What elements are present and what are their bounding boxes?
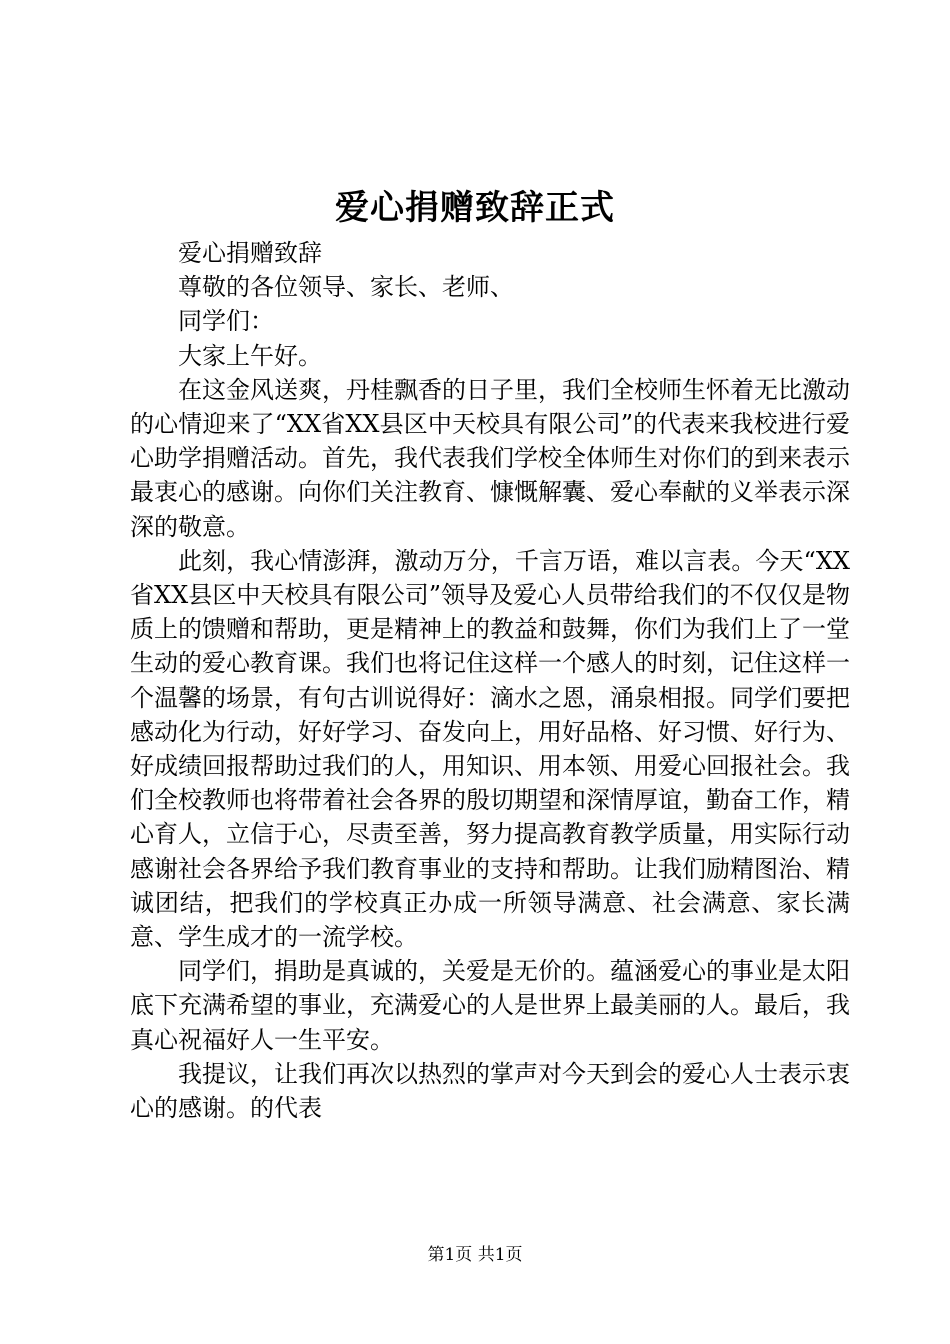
paragraph-body: 同学们，捐助是真诚的，关爱是无价的。蕴涵爱心的事业是太阳底下充满希望的事业，充满爱心的人是世界上最美丽的人。最后，我真心祝福好人一生平安。 xyxy=(130,957,850,1054)
paragraph-greeting: 大家上午好。 xyxy=(178,341,322,370)
paragraph-body: 此刻，我心情澎湃，激动万分，千言万语，难以言表。今天“XX省XX县区中天校具有限公司”领导及爱心人员带给我们的不仅仅是物质上的馈赠和帮助，更是精神上的教益和鼓舞，你们为我们上了一堂生动的爱心教育课。我们也将记住这样一个感人的时刻，记住这样一个温馨的场景，有句古训说得好：滴水之恩，涌泉相报。同学们要把感动化为行动，好好学习、奋发向上，用好品格、好习惯、好行为、好成绩回报帮助过我们的人，用知识、用本领、用爱心回报社会。我们全校教师也将带着社会各界的殷切期望和深情厚谊，勤奋工作，精心育人，立信于心，尽责至善，努力提高教育教学质量，用实际行动感谢社会各界给予我们教育事业的支持和帮助。让我们励精图治、精诚团结，把我们的学校真正办成一所领导满意、社会满意、家长满意、学生成才的一流学校。 xyxy=(130,546,850,952)
document-title: 爱心捐赠致辞正式 xyxy=(335,188,615,228)
document-body xyxy=(130,236,850,1125)
paragraph-salutation-students: 同学们： xyxy=(178,307,274,336)
paragraph-closing: 我提议，让我们再次以热烈的掌声对今天到会的爱心人士表示衷心的感谢。的代表 xyxy=(130,1059,850,1123)
paragraph-salutation: 尊敬的各位领导、家长、老师、 xyxy=(178,273,514,302)
page-footer: 第1页 共1页 xyxy=(427,1245,523,1265)
paragraph-body: 在这金风送爽，丹桂飘香的日子里，我们全校师生怀着无比激动的心情迎来了“XX省XX县区中天校具有限公司”的代表来我校进行爱心助学捐赠活动。首先，我代表我们学校全体师生对你们的到来表示最衷心的感谢。向你们关注教育、慷慨解囊、爱心奉献的义举表示深深的敬意。 xyxy=(130,375,850,541)
paragraph-heading: 爱心捐赠致辞 xyxy=(178,239,322,267)
